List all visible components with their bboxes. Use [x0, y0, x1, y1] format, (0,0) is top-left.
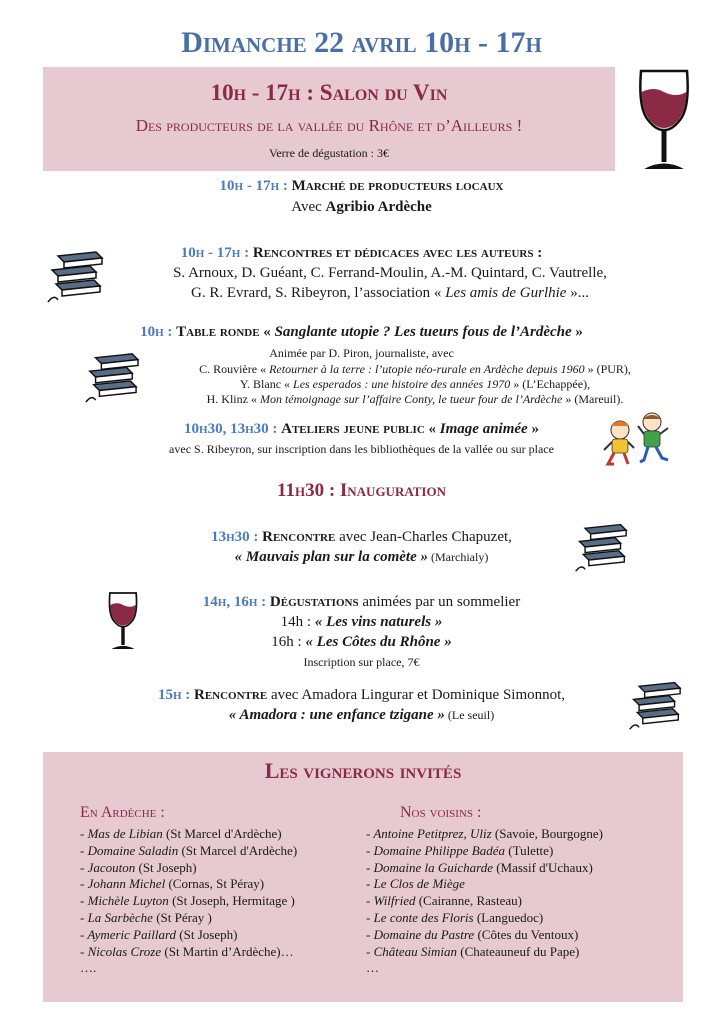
- voisins-list: [366, 826, 603, 977]
- page-title: Dimanche 22 avril 10h - 17h: [181, 26, 542, 59]
- table-ronde-heading: [0, 324, 723, 341]
- rencontre2-heading: [0, 687, 723, 704]
- list-item: - Johann Michel (Cornas, St Péray): [80, 876, 265, 892]
- rencontres-line2-suffix: »...: [566, 285, 589, 301]
- table-ronde-p1: [90, 362, 723, 377]
- ateliers-title-end: »: [527, 421, 539, 437]
- book-stack-icon: [626, 678, 682, 732]
- degustations-inscription: Inscription sur place, 7€: [303, 655, 420, 669]
- marche-heading: [0, 178, 723, 195]
- table-ronde-title: Table ronde «: [176, 324, 275, 340]
- degustations-rest: animées par un sommelier: [358, 594, 521, 610]
- rencontre2-title: Rencontre: [194, 687, 268, 703]
- marche-with-prefix: Avec: [291, 199, 326, 215]
- list-item: - Jacouton (St Joseph): [80, 859, 197, 875]
- p1-prefix: C. Rouvière «: [199, 362, 270, 376]
- degustations-l2-title: « Les Côtes du Rhône »: [305, 634, 452, 650]
- rencontres-authors-line1: S. Arnoux, D. Guéant, C. Ferrand-Moulin, A.-M. Quintard, C. Vautrelle,: [173, 265, 607, 281]
- p2-book: Les esperados : une histoire des années 1970: [293, 377, 511, 391]
- table-ronde-animee: Animée par D. Piron, journaliste, avec: [269, 346, 454, 360]
- rencontre2-publisher: (Le seuil): [444, 708, 495, 722]
- book-stack-icon: [572, 520, 628, 574]
- salon-time: 10h - 17h :: [210, 80, 315, 105]
- rencontre2-book-line: [0, 707, 723, 724]
- salon-name: Salon du Vin: [319, 80, 448, 105]
- list-item: ….: [80, 960, 97, 976]
- degustations-l1-title: « Les vins naturels »: [314, 614, 443, 630]
- table-ronde-title-end: »: [571, 324, 583, 340]
- degustations-heading: [0, 594, 723, 611]
- list-item: - Antoine Petitprez, Uliz (Savoie, Bourgogne): [366, 826, 603, 841]
- list-item: - Domaine du Pastre (Côtes du Ventoux): [366, 926, 579, 942]
- table-ronde-p2: [90, 377, 723, 392]
- ateliers-theme: Image animée: [439, 421, 528, 437]
- list-item: - Domaine la Guicharde (Massif d'Uchaux): [366, 859, 593, 875]
- degustations-line2: [0, 634, 723, 651]
- rencontre1-publisher: (Marchialy): [428, 550, 489, 564]
- salon-verre: Verre de dégustation : 3€: [269, 146, 389, 160]
- list-item: - Château Simian (Chateauneuf du Pape): [366, 943, 580, 959]
- rencontres-association: Les amis de Gurlhie: [445, 285, 567, 301]
- p2-prefix: Y. Blanc «: [239, 377, 294, 391]
- marche-with: [0, 199, 723, 216]
- rencontres-time: 10h - 17h :: [180, 245, 250, 261]
- p3-book: Mon témoignage sur l’affaire Conty, le tueur four de l’Ardèche: [259, 392, 563, 406]
- list-item: - Le Clos de Miège: [366, 876, 465, 892]
- degustations-time: 14h, 16h :: [202, 594, 267, 610]
- rencontre2-book: « Amadora : une enfance tzigane »: [228, 707, 445, 723]
- rencontre1-time: 13h30 :: [211, 529, 259, 545]
- list-item: - Michèle Luyton (St Joseph, Hermitage ): [80, 893, 295, 909]
- rencontres-heading: [0, 245, 723, 262]
- list-item: - Nicolas Croze (St Martin d’Ardèche)…: [80, 943, 294, 959]
- marche-time: 10h - 17h :: [219, 178, 288, 194]
- list-item: - La Sarbèche (St Péray ): [80, 909, 212, 925]
- degustations-l1-time: 14h :: [280, 614, 315, 630]
- rencontres-line2-prefix: G. R. Evrard, S. Ribeyron, l’association «: [191, 285, 446, 301]
- degustations-line1: [0, 614, 723, 631]
- p3-prefix: H. Klinz «: [206, 392, 260, 406]
- inauguration-heading: 11h30 : Inauguration: [277, 480, 446, 501]
- salon-subtitle: Des producteurs de la vallée du Rhône et d’Ailleurs !: [135, 116, 523, 135]
- p3-suffix: » (Mareuil).: [562, 392, 624, 406]
- p1-book: Retourner à la terre : l’utopie néo-rurale en Ardèche depuis 1960: [269, 362, 585, 376]
- rencontre1-with: avec Jean-Charles Chapuzet,: [335, 529, 512, 545]
- marche-partner: Agribio Ardèche: [325, 199, 432, 215]
- list-item: …: [366, 960, 379, 976]
- p2-suffix: » (L’Echappée),: [510, 377, 591, 391]
- ateliers-detail: avec S. Ribeyron, sur inscription dans les bibliothèques de la vallée ou sur place: [169, 442, 554, 456]
- salon-heading: [43, 80, 615, 106]
- rencontre2-time: 15h :: [157, 687, 191, 703]
- ardeche-list: [80, 826, 297, 977]
- rencontres-authors-line2: [90, 285, 690, 302]
- marche-title: Marché de producteurs locaux: [291, 178, 504, 194]
- voisins-heading: Nos voisins :: [400, 804, 482, 821]
- rencontre1-title: Rencontre: [262, 529, 336, 545]
- rencontre2-with: avec Amadora Lingurar et Dominique Simonnot,: [267, 687, 566, 703]
- table-ronde-theme: Sanglante utopie ? Les tueurs fous de l’Ardèche: [274, 324, 572, 340]
- list-item: - Domaine Saladin (St Marcel d'Ardèche): [80, 842, 298, 858]
- ardeche-heading: En Ardèche :: [80, 804, 165, 821]
- table-ronde-time: 10h :: [140, 324, 173, 340]
- list-item: - Aymeric Paillard (St Joseph): [80, 926, 238, 942]
- ateliers-time: 10h30, 13h30 :: [184, 421, 278, 437]
- table-ronde-p3: [90, 392, 723, 407]
- list-item: - Le conte des Floris (Languedoc): [366, 909, 544, 925]
- list-item: - Wilfried (Cairanne, Rasteau): [366, 893, 522, 909]
- list-item: - Domaine Philippe Badéa (Tulette): [366, 842, 554, 858]
- ateliers-title: Ateliers jeune public «: [281, 421, 440, 437]
- degustations-title: Dégustations: [269, 594, 359, 610]
- degustations-l2-time: 16h :: [271, 634, 306, 650]
- vignerons-heading: Les vignerons invités: [264, 758, 462, 783]
- children-icon: [600, 410, 674, 468]
- rencontres-title: Rencontres et dédicaces avec les auteurs :: [252, 245, 543, 261]
- list-item: - Mas de Libian (St Marcel d'Ardèche): [80, 826, 282, 841]
- p1-suffix: » (PUR),: [584, 362, 631, 376]
- wine-glass-icon: [636, 68, 692, 172]
- rencontre1-book: « Mauvais plan sur la comète »: [234, 549, 429, 565]
